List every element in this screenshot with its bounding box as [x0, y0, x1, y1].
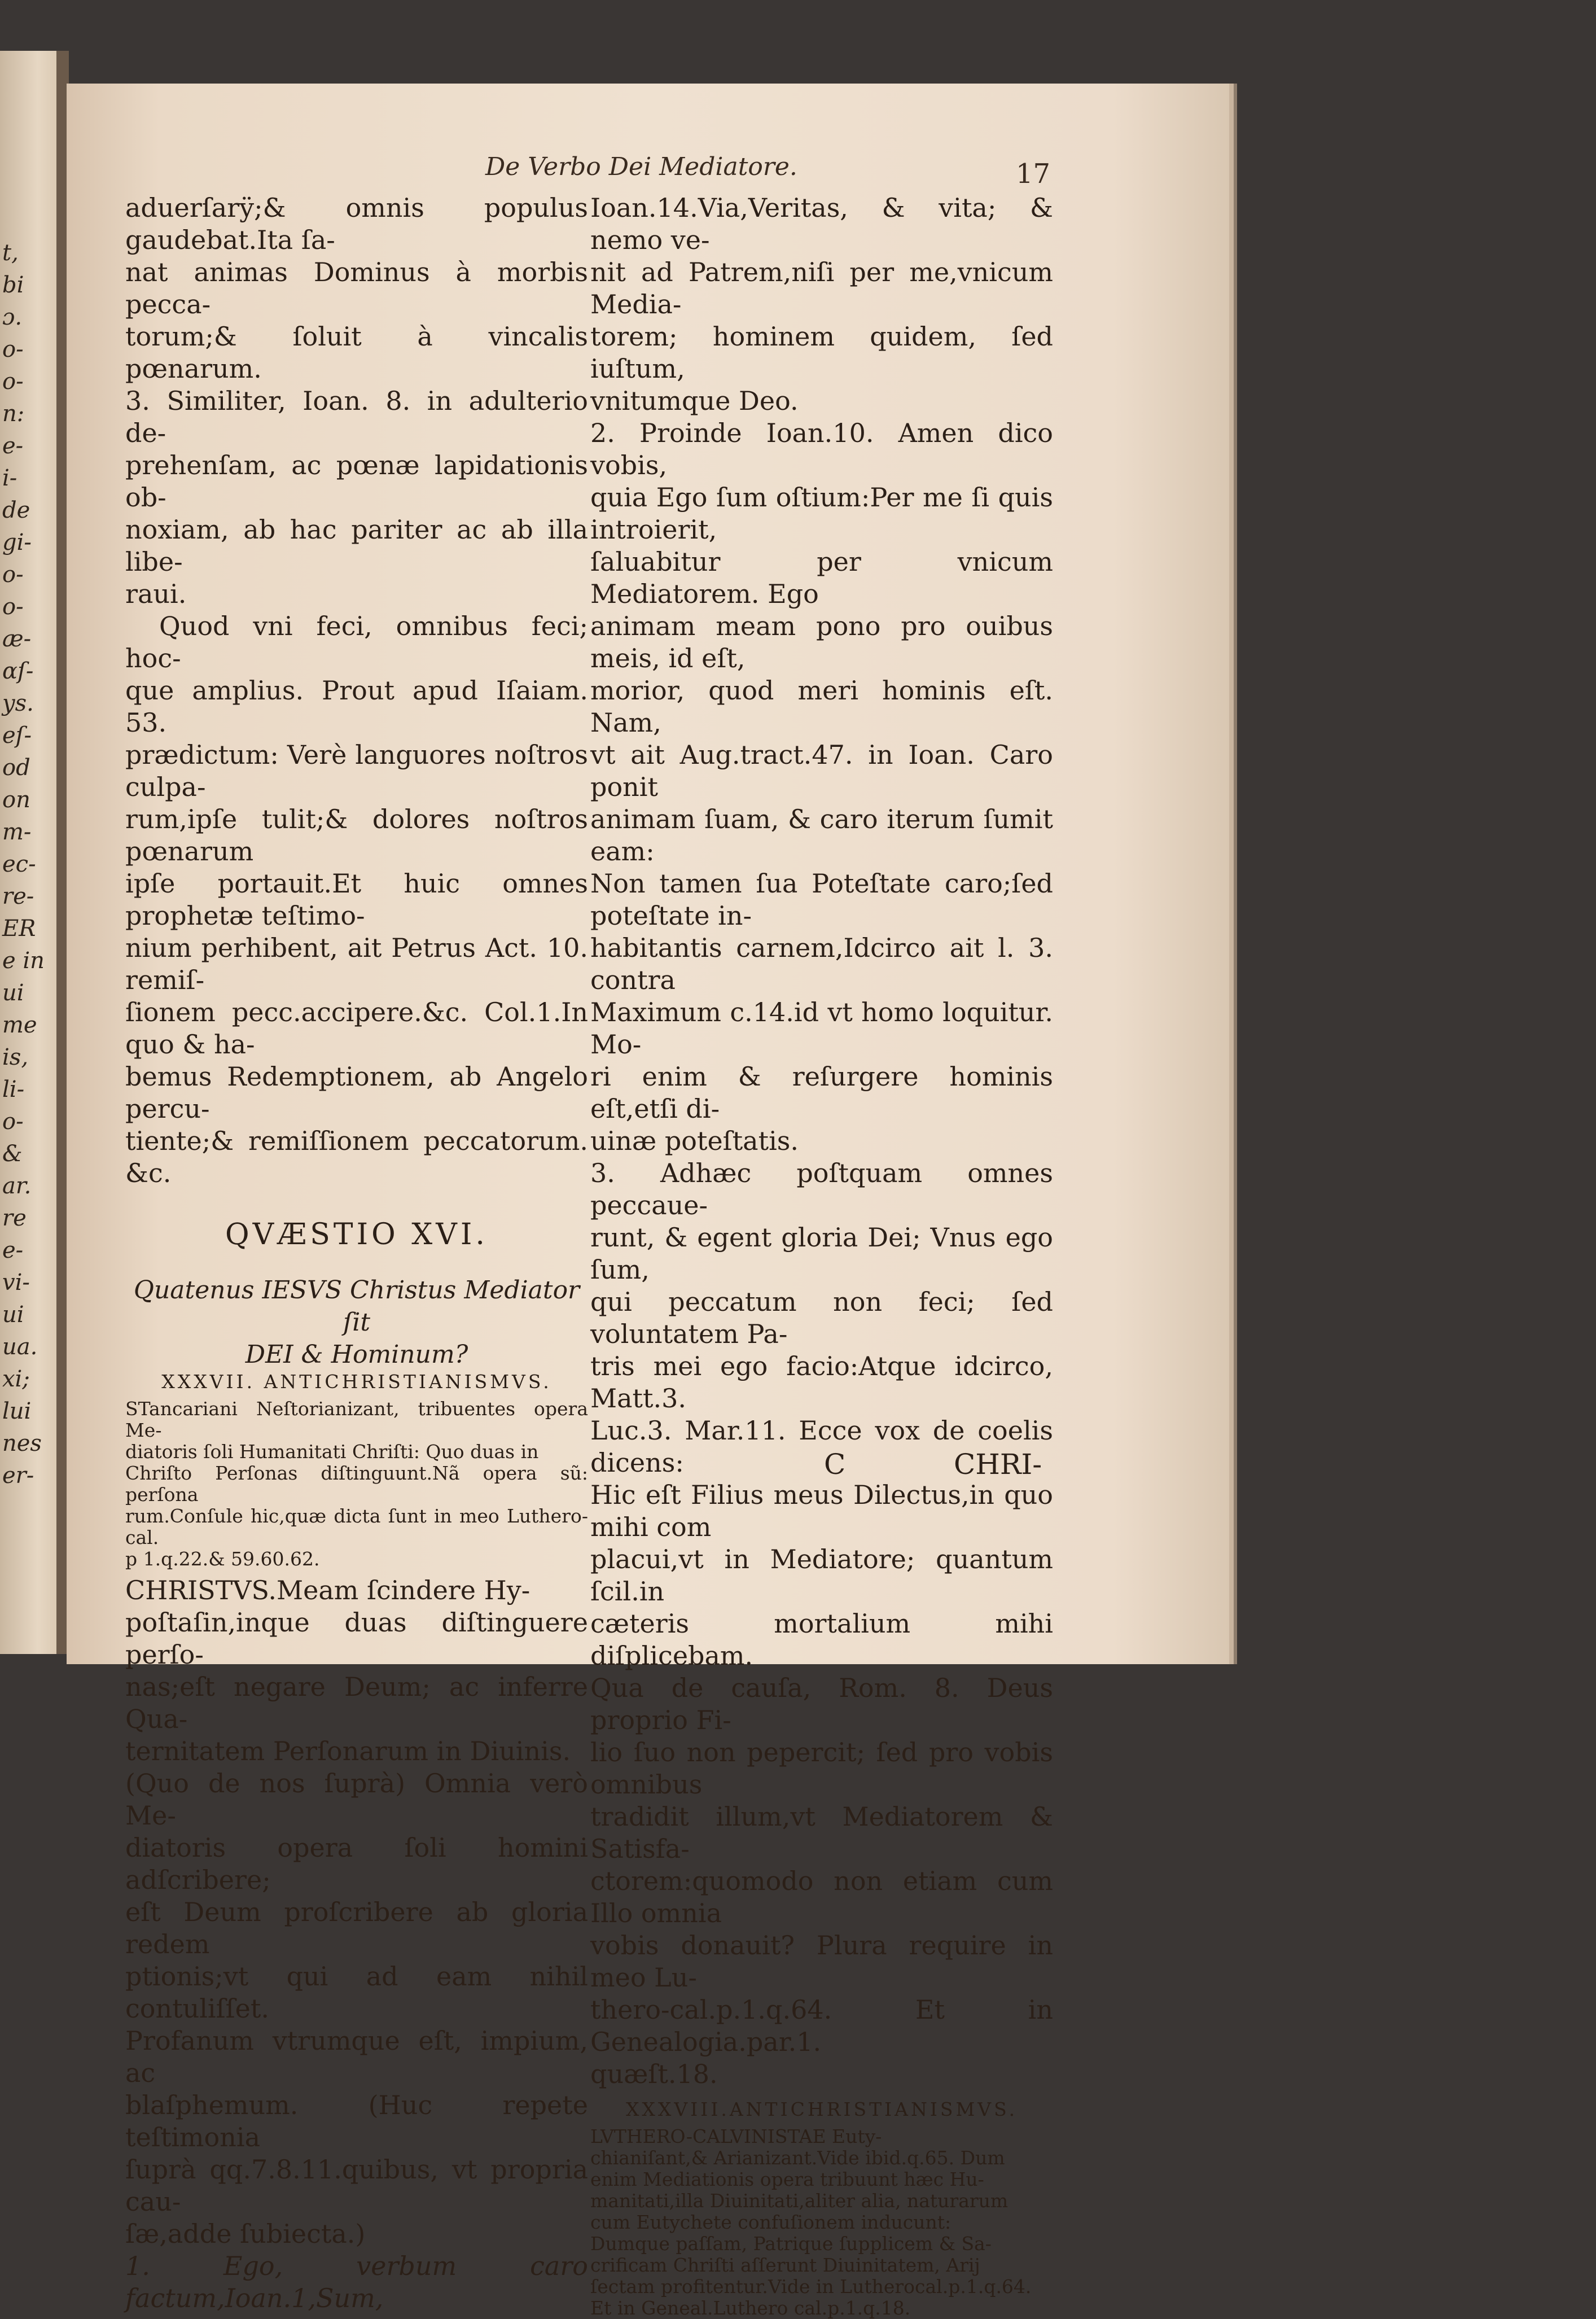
page-number: 17	[1016, 158, 1051, 190]
facing-page-line: ys.	[2, 690, 34, 716]
facing-page-line: n:	[2, 401, 25, 427]
catchword: CHRI-	[954, 1448, 1042, 1481]
paragraph: Ioan.14.Via,Veritas, & vita; & nemo ve- nit ad Patrem,niſi per me,vnicum Media- torem; hominem quidem, ſed iuſtum, vnitumque Deo.	[590, 192, 1053, 416]
facing-page-line: i-	[2, 465, 17, 491]
section-heading: XXXVIII.ANTICHRISTIANISMVS.	[625, 2098, 1018, 2120]
facing-page-line: æ-	[2, 626, 32, 652]
facing-page-line: o-	[2, 1109, 24, 1135]
facing-page-line: bi	[2, 272, 24, 298]
question-heading: QVÆSTIO XVI.	[225, 1218, 488, 1252]
facing-page-line: me	[2, 1012, 37, 1038]
facing-page-line: o-	[2, 369, 24, 395]
facing-page-line: ec-	[2, 851, 36, 877]
facing-page-line: lui	[2, 1398, 32, 1424]
facing-page-line: ui	[2, 1302, 24, 1328]
facing-page-line: ɔ.	[2, 304, 23, 330]
facing-page-line: xi;	[2, 1366, 30, 1392]
facing-page-line: re-	[2, 883, 34, 909]
section-heading: XXXVII. ANTICHRISTIANISMVS.	[161, 1371, 552, 1393]
facing-page-line: er-	[2, 1463, 34, 1489]
small-paragraph: LVTHERO-CALVINISTAE Euty- chianiſant,& Arianizant.Vide ibid.q.65. Dum enim Mediationis opera tribuunt hæc Hu- manitati,illa Diuinitati,aliter alia, naturarum cum Eutychete confuſionem inducunt: Dumque paſſam, Patrique ſupplicem & Sa- crificam Chriſti aſſerunt Diuinitatem, Arij ſectam profitentur.Vide in Lutherocal.p.1.q.64. Et in Geneal.Luthero cal.p.1.q.18.	[590, 2125, 1032, 2319]
question-title: Quatenus IESVS Christus Mediator ſit DEI & Hominum?	[133, 1276, 580, 1369]
paragraph: 3. Adhæc poſtquam omnes peccaue- runt, & egent gloria Dei; Vnus ego ſum, qui peccatum non feci; ſed voluntatem Pa- tris mei ego facio:Atque idcirco, Matt.3. Luc.3. Mar.11. Ecce vox de coelis dicens: Hic eſt Filius meus Dilectus,in quo mihi com placui,vt in Mediatore; quantum ſcil.in cæteris mortalium mihi diſplicebam. Qua de cauſa, Rom. 8. Deus proprio Fi- lio ſuo non pepercit; ſed pro vobis omnibus tradidit illum,vt Mediatorem & Satisfa- ctorem:quomodo non etiam cum Illo omnia vobis donauit? Plura require in meo Lu- thero-cal.p.1.q.64. Et in Genealogia.par.1. quæſt.18.	[590, 1158, 1053, 2089]
facing-page-text	[0, 237, 56, 1492]
paragraph: 2. Proinde Ioan.10. Amen dico vobis, quia Ego ſum oſtium:Per me ſi quis introierit, ſaluabitur per vnicum Mediatorem. Ego animam meam pono pro ouibus meis, id eſt, morior, quod meri hominis eſt. Nam, vt ait Aug.tract.47. in Ioan. Caro ponit animam ſuam, & caro iterum ſumit eam: Non tamen ſua Poteſtate caro;ſed poteſtate in- habitantis carnem,Idcirco ait l. 3. contra Maximum c.14.id vt homo loquitur. Mo- ri enim & reſurgere hominis eſt,etſi di- uinæ poteſtatis.	[590, 418, 1053, 1156]
facing-page-line: vi-	[2, 1270, 30, 1296]
facing-page-line: o-	[2, 594, 24, 620]
facing-page-line: ua.	[2, 1334, 38, 1360]
facing-page-line: &	[2, 1141, 23, 1167]
paragraph: Quod vni feci, omnibus feci; hoc- que amplius. Prout apud Iſaiam. 53. prædictum: Verè languores noſtros culpa- rum,ipſe tulit;& dolores noſtros pœnarum ipſe portauit.Et huic omnes prophetæ teſtimo- nium perhibent, ait Petrus Act. 10. remiſ- ſionem pecc.accipere.&c. Col.1.In quo & ha- bemus Redemptionem, ab Angelo percu- tiente;& remiſſionem peccatorum. &c.	[125, 611, 588, 1188]
facing-page-line: m-	[2, 819, 32, 845]
facing-page-line: e-	[2, 433, 24, 459]
facing-page-line: o-	[2, 336, 24, 362]
facing-page-line: li-	[2, 1077, 25, 1102]
left-column	[125, 192, 588, 2314]
facing-page-line: e in	[2, 948, 45, 974]
running-title: De Verbo Dei Mediatore.	[485, 152, 797, 181]
facing-page-line: o-	[2, 562, 24, 588]
facing-page-line: ɑſ-	[2, 658, 34, 684]
facing-page-line: is,	[2, 1044, 29, 1070]
facing-page-line: e-	[2, 1237, 24, 1263]
facing-page-line: gi-	[2, 530, 32, 555]
small-paragraph: STancariani Neſtorianizant, tribuentes opera Me- diatoris ſoli Humanitati Chriſti: Quo duas in Chriſto Perſonas diſtinguunt.Nã opera sũ: perſona rum.Conſule hic,quæ dicta ſunt in meo Luthero-cal. p 1.q.22.& 59.60.62.	[125, 1398, 588, 1570]
facing-page-line: on	[2, 787, 30, 813]
paragraph: 1. Ego, verbum caro factum,Ioan.1,Sum,	[125, 2251, 588, 2313]
paragraph: CHRISTVS.Meam ſcindere Hy- poſtaſin,inque duas diſtinguere perſo- nas;eſt negare Deum; ac inferre Qua- ternitatem Perſonarum in Diuinis. (Quo de nos ſuprà) Omnia verò Me- diatoris opera ſoli homini adſcribere; eſt Deum proſcribere ab gloria redem ptionis;vt qui ad eam nihil contuliſſet. Profanum vtrumque eſt, impium, ac blaſphemum. (Huc repete teſtimonia ſuprà qq.7.8.11.quibus, vt propria cau- ſæ,adde ſubiecta.)	[125, 1575, 588, 2249]
facing-page-line: od	[2, 755, 30, 781]
facing-page-line: de	[2, 497, 30, 523]
facing-page-line: nes	[2, 1430, 42, 1456]
facing-page-line: t,	[2, 240, 19, 266]
facing-page-line: eſ-	[2, 723, 32, 749]
facing-page-line: ar.	[2, 1173, 32, 1199]
paragraph: 3. Similiter, Ioan. 8. in adulterio de- prehenſam, ac pœnæ lapidationis ob- noxiam, ab hac pariter ac ab illa libe- raui.	[125, 386, 588, 609]
right-column	[590, 192, 1053, 2319]
facing-page-line: ui	[2, 980, 24, 1006]
facing-page-line: re	[2, 1205, 27, 1231]
signature-mark: C	[824, 1448, 846, 1481]
paragraph: aduerſarÿ;& omnis populus gaudebat.Ita ſa- nat animas Dominus à morbis pecca- torum;& ſoluit à vincalis pœnarum.	[125, 192, 588, 384]
facing-page-line: ER	[2, 916, 36, 942]
